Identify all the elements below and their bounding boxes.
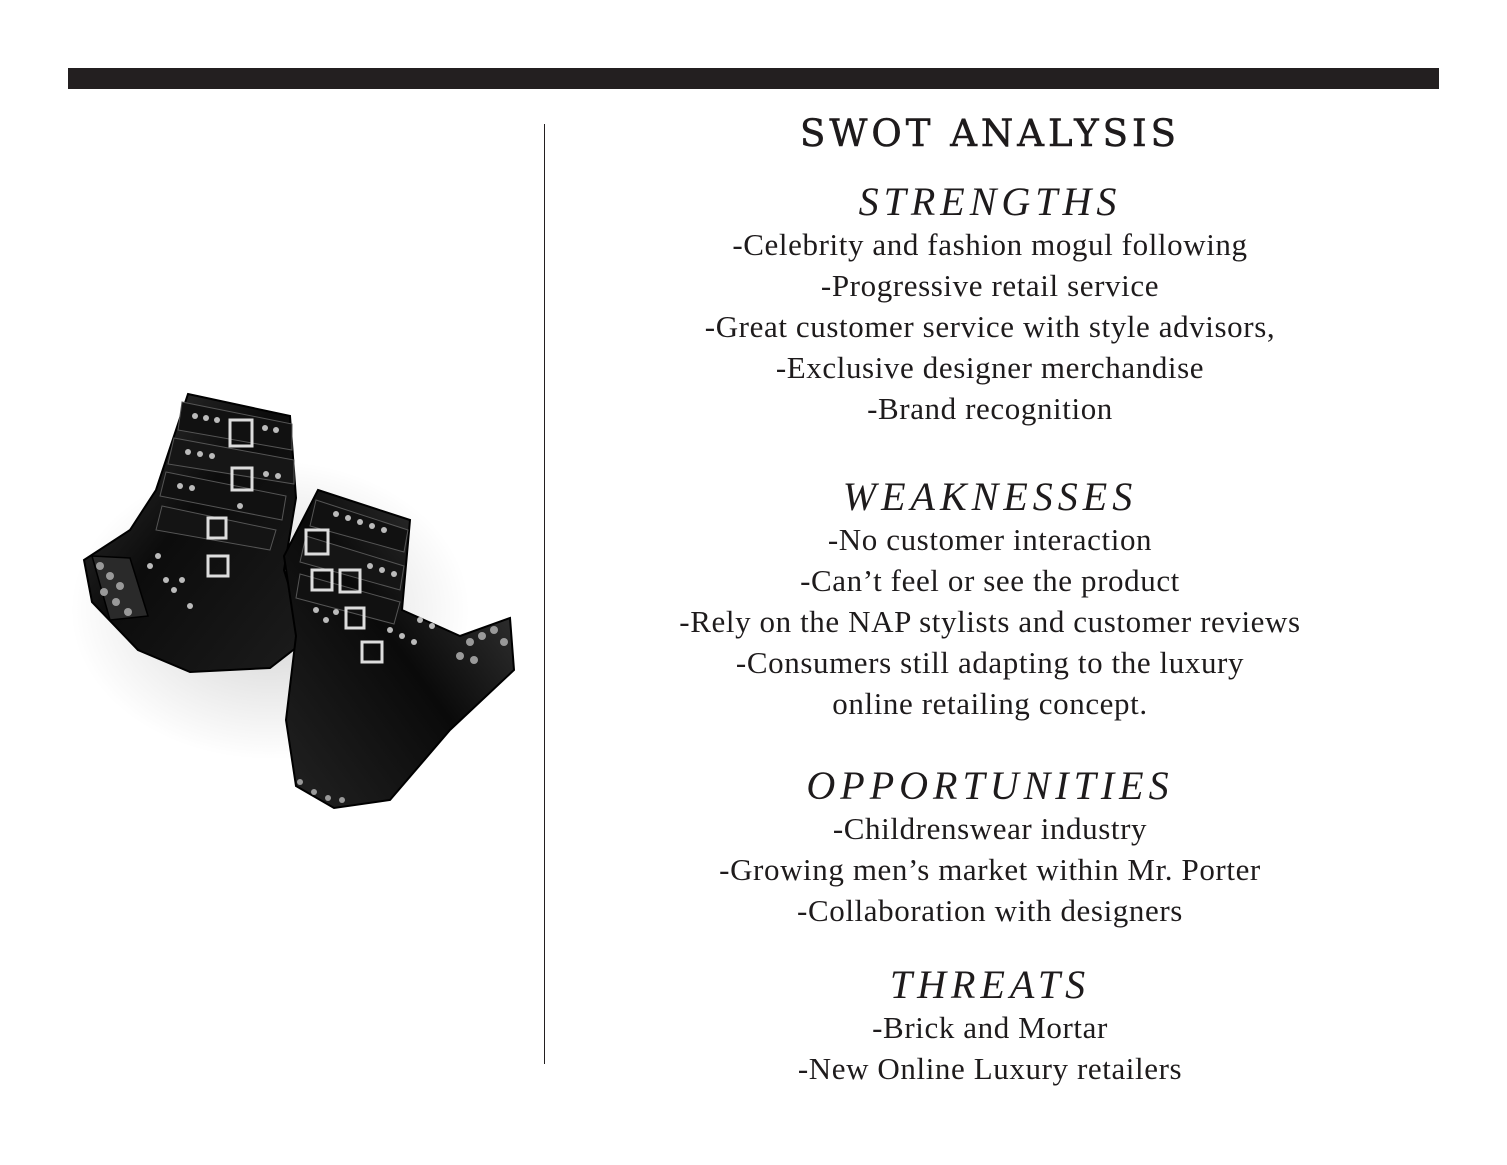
swot-content xyxy=(590,108,1390,1089)
opportunities-section xyxy=(590,764,1390,931)
weaknesses-section xyxy=(590,475,1390,724)
list-item: -Brand recognition xyxy=(867,391,1113,426)
list-item: -Childrenswear industry xyxy=(832,811,1148,846)
list-item: -New Online Luxury retailers xyxy=(797,1051,1183,1086)
list-item: online retailing concept. xyxy=(832,686,1148,721)
list-item: -No customer interaction xyxy=(827,522,1153,557)
right-boot xyxy=(284,490,514,808)
list-item: -Can’t feel or see the product xyxy=(800,563,1180,598)
list-item: -Exclusive designer merchandise xyxy=(775,350,1205,385)
page-title: SWOT ANALYSIS xyxy=(800,112,1180,155)
list-item: -Rely on the NAP stylists and customer reviews xyxy=(679,604,1301,639)
strengths-section xyxy=(590,180,1390,429)
list-item: -Consumers still adapting to the luxury xyxy=(735,645,1245,680)
list-item: -Growing men’s market within Mr. Porter xyxy=(719,852,1261,887)
opportunities-heading: OPPORTUNITIES xyxy=(806,763,1174,808)
list-item: -Brick and Mortar xyxy=(872,1010,1108,1045)
vertical-divider xyxy=(544,124,545,1064)
list-item: -Celebrity and fashion mogul following xyxy=(732,227,1248,262)
list-item: -Progressive retail service xyxy=(820,268,1160,303)
weaknesses-heading: WEAKNESSES xyxy=(842,474,1138,519)
list-item: -Collaboration with designers xyxy=(797,893,1183,928)
list-item: -Great customer service with style advisors, xyxy=(704,309,1276,344)
header-bar xyxy=(68,68,1439,89)
strengths-heading: STRENGTHS xyxy=(858,179,1122,224)
boots-image xyxy=(70,380,520,820)
threats-heading: THREATS xyxy=(889,962,1091,1007)
threats-section xyxy=(590,963,1390,1089)
